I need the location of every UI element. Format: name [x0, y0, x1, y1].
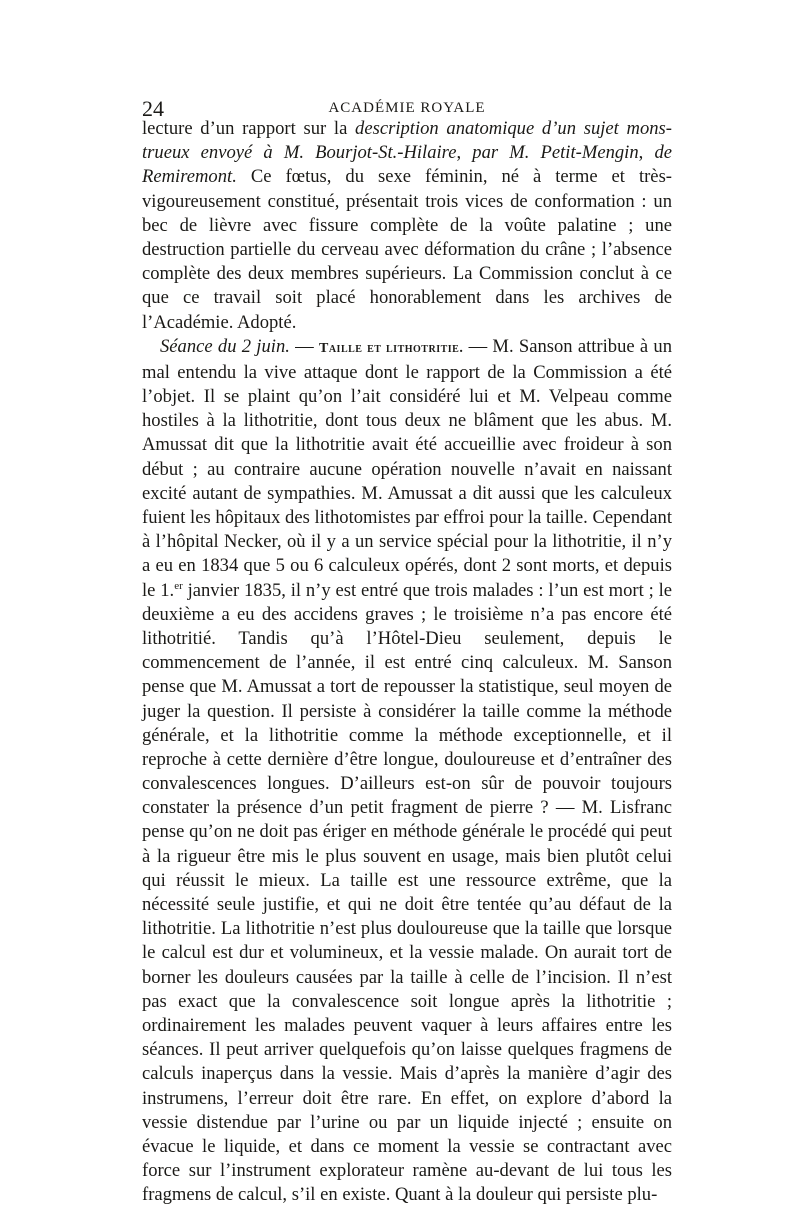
body-text: [142, 117, 672, 1207]
text-run: ,: [456, 142, 473, 164]
report-author: par M. Petit-Mengin: [472, 142, 639, 164]
text-run: janvier 1835, il n’y est entré que trois malades : l’un est mort ; le deuxième a eu des accidens graves ; le troisième n’a pas encore été lithotritié. Tandis qu’à l’Hôtel-Dieu seulement, depuis le commencement de l’année, il est entré cinq calculeux. M. Sanson pense que M. Amussat a tort de repousser la statistique, seul moyen de juger la question. Il persiste à considérer la taille comme la méthode générale, et la lithotritie comme la méthode exceptionnelle, et il reproche à cette dernière d’être longue, douloureuse et d’entraîner des convalescences longues. D’ailleurs est-on sûr de pouvoir toujours constater la présence d’un petit fragment de pierre ? — M. Lisfranc pense qu’on ne doit pas ériger en méthode générale le procédé qui peut à la rigueur être mis le plus souvent en usage, mais bien plutôt celui qui réussit le mieux. La taille est une ressource extrême, que la nécessité seule justifie, et qui ne doit être tentée qu’au défaut de la lithotritie. La lithotritie n’est plus douloureuse que la taille que lorsque le calcul est dur et volumineux, et la vessie malade. On aurait tort de borner les douleurs causées par la taille à celle de l’incision. Il n’est pas exact que la convalescence soit longue après la lithotritie ; ordinairement les malades peuvent vaquer à leurs affaires entre les séances. Il peut arriver quelquefois qu’on laisse quelques fragmens de calculs inaperçus dans la vessie. Mais d’après la manière d’agir des instrumens, l’erreur doit être rare. En effet, on explore d’abord la vessie distendue par l’urine ou par un liquide injecté ; ensuite on évacue le liquide, et dans ce moment la vessie se contractant avec force sur l’instrument explorateur ramène au-devant de lui tous les fragmens de calcul, s’il en existe. Quant à la douleur qui persiste plu-: [142, 579, 672, 1206]
section-title: Taille et lithotritie.: [319, 340, 464, 356]
paragraph-report: [142, 117, 672, 335]
report-place: de Remiremont.: [142, 142, 672, 188]
em-dash: —: [289, 335, 319, 357]
text-run: ,: [638, 142, 655, 164]
report-title: description anatomique d’un sujet mons-trueux envoyé à M. Bourjot-St.-Hilaire: [142, 118, 672, 164]
text-run: Ce fœtus, du sexe féminin, né à terme et très-vigoureusement constitué, présentait trois vices de conformation : un bec de lièvre avec fissure complète de la voûte palatine ; une destruction partielle du cerveau avec déformation du crâne ; l’absence complète des deux membres supérieurs. La Commission conclut à ce que ce travail soit placé honorablement dans les archives de l’Académie. Adopté.: [142, 166, 672, 333]
running-head: ACADÉMIE ROYALE: [328, 100, 486, 116]
text-run: — M. Sanson attribue à un mal entendu la vive attaque dont le rapport de la Commission a été l’objet. Il se plaint qu’on l’ait considéré lui et M. Velpeau comme hostiles à la lithotritie, dont tous deux ne blâment que les abus. M. Amussat dit que la lithotritie avait été accueillie avec froideur à son début ; au contraire aucune opération nouvelle n’avait en naissant excité autant de sympathies. M. Amussat a dit aussi que les calculeux fuient les hôpitaux des lithotomistes par effroi pour la taille. Cependant à l’hôpital Necker, où il y a un service spécial pour la lithotritie, il n’y a eu en 1834 que 5 ou 6 calculeux opérés, dont 2 sont morts, et depuis le 1.: [142, 335, 672, 601]
seance-date: Séance du 2 juin.: [160, 335, 290, 357]
text-run: lecture d’un rapport sur la: [142, 118, 356, 139]
ordinal-suffix: er: [174, 579, 183, 592]
paragraph-seance: [142, 335, 672, 1208]
page-number: 24: [142, 96, 164, 121]
